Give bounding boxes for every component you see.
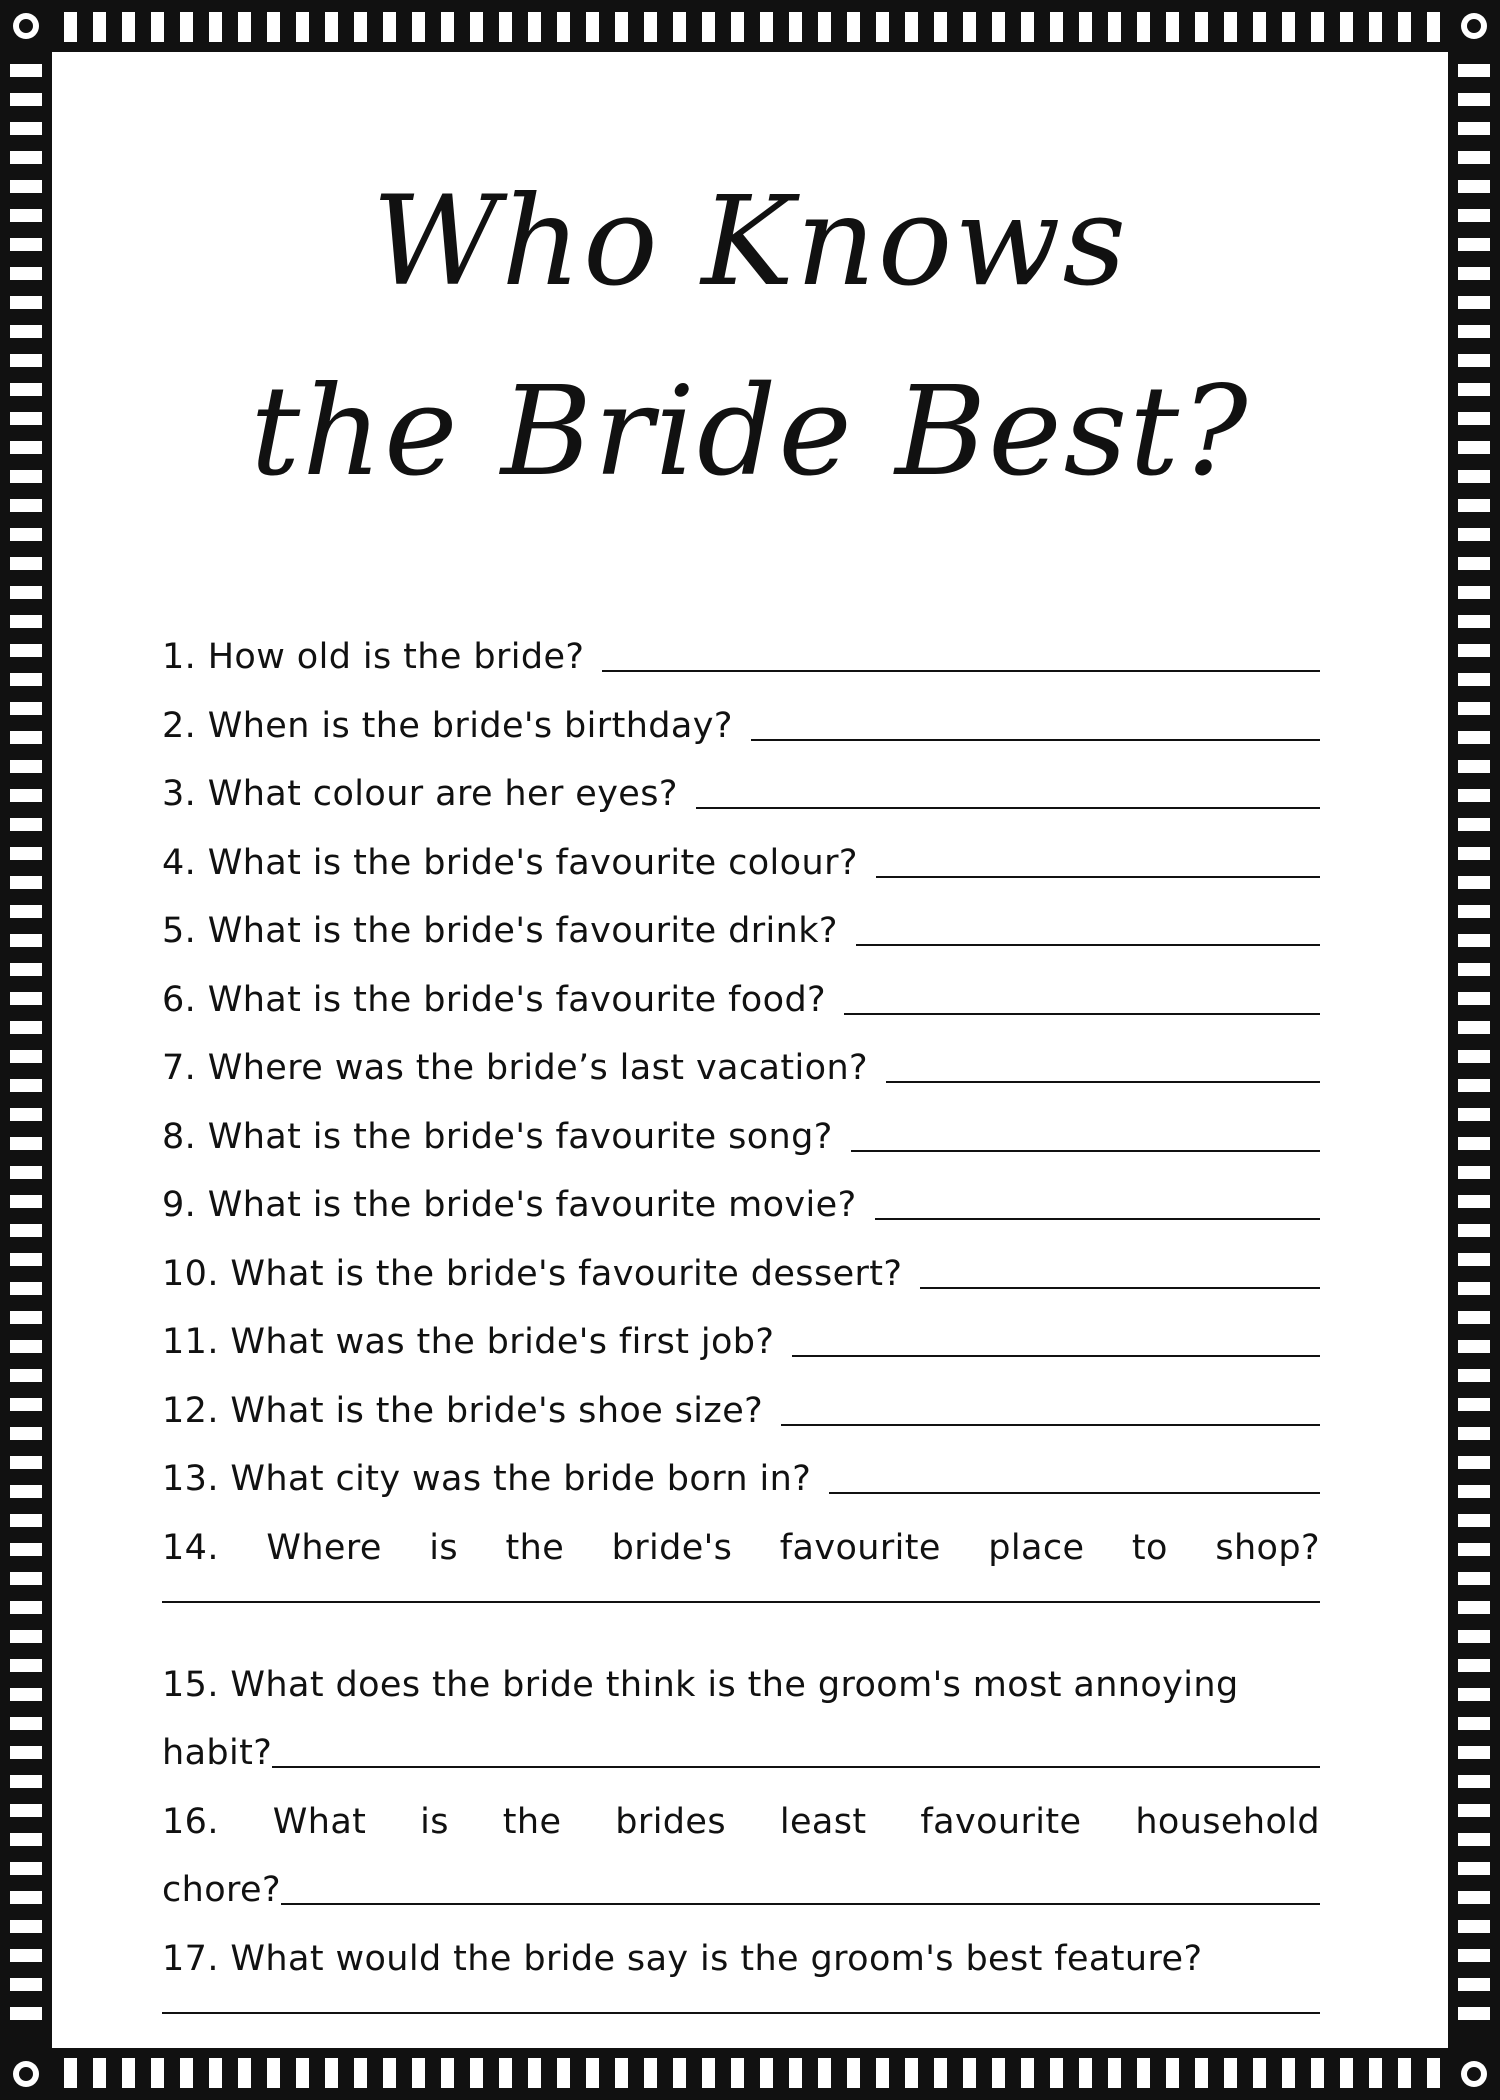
border-stripe <box>1340 2058 1353 2088</box>
border-stripe <box>10 151 42 164</box>
border-stripe <box>1458 64 1490 77</box>
question-7 <box>162 1048 1320 1117</box>
border-stripe <box>180 12 193 42</box>
border-stripe <box>1458 1079 1490 1092</box>
corner-dot-center <box>19 2067 33 2081</box>
border-stripe <box>470 12 483 42</box>
border-stripe <box>1458 1224 1490 1237</box>
question-text-row <box>162 1939 1320 2008</box>
question-word: favourite <box>779 1527 941 1568</box>
border-stripe <box>10 1369 42 1382</box>
border-stripe <box>1458 441 1490 454</box>
question-15 <box>162 1665 1320 1802</box>
border-stripe <box>499 12 512 42</box>
border-stripe <box>412 12 425 42</box>
border-stripe <box>10 1514 42 1527</box>
answer-line[interactable] <box>781 1423 1320 1426</box>
question-word: place <box>988 1527 1085 1568</box>
border-stripe <box>1427 12 1440 42</box>
border-stripe <box>10 64 42 77</box>
border-stripe <box>1458 1659 1490 1672</box>
question-text: 15. What does the bride think is the groom's most annoying <box>162 1664 1239 1705</box>
border-stripe <box>10 499 42 512</box>
border-stripe <box>10 934 42 947</box>
border-stripe <box>1458 760 1490 773</box>
border-stripe <box>10 1949 42 1962</box>
border-stripe <box>10 528 42 541</box>
border-stripe <box>10 1717 42 1730</box>
answer-row <box>162 1870 1320 1939</box>
border-stripe <box>10 1195 42 1208</box>
border-stripe <box>702 12 715 42</box>
border-stripe <box>10 1659 42 1672</box>
border-stripe <box>354 12 367 42</box>
border-stripe <box>1398 12 1411 42</box>
question-6 <box>162 980 1320 1049</box>
border-stripe <box>557 12 570 42</box>
border-stripe <box>10 1978 42 1991</box>
border-stripe <box>1458 557 1490 570</box>
border-stripe <box>64 2058 77 2088</box>
answer-line[interactable] <box>602 669 1320 672</box>
question-10 <box>162 1254 1320 1323</box>
border-stripe <box>789 12 802 42</box>
border-stripe <box>10 267 42 280</box>
border-stripe <box>10 1862 42 1875</box>
border-stripe <box>10 93 42 106</box>
question-word: favourite <box>920 1801 1082 1842</box>
border-stripe <box>10 238 42 251</box>
border-stripe <box>151 12 164 42</box>
border-stripe <box>818 12 831 42</box>
question-text: 6. What is the bride's favourite food? <box>162 979 827 1020</box>
border-stripe <box>10 1572 42 1585</box>
border-stripe <box>1458 1456 1490 1469</box>
border-stripe <box>1458 1601 1490 1614</box>
border-stripe <box>1458 992 1490 1005</box>
question-8 <box>162 1117 1320 1186</box>
border-stripe <box>122 12 135 42</box>
question-word: bride's <box>611 1527 733 1568</box>
question-word: brides <box>615 1801 726 1842</box>
border-stripe <box>10 1340 42 1353</box>
question-13 <box>162 1459 1320 1528</box>
border-stripe <box>10 470 42 483</box>
question-tail: chore? <box>162 1870 281 1910</box>
border-stripe <box>10 383 42 396</box>
border-stripe <box>673 12 686 42</box>
question-word: least <box>779 1801 867 1842</box>
border-stripe <box>1311 12 1324 42</box>
border-stripe <box>10 1253 42 1266</box>
border-stripe <box>1458 412 1490 425</box>
question-word: is <box>420 1801 449 1842</box>
border-stripe <box>1458 702 1490 715</box>
question-11 <box>162 1322 1320 1391</box>
border-stripe <box>1458 1398 1490 1411</box>
border-stripe <box>1458 1021 1490 1034</box>
border-stripe <box>10 1050 42 1063</box>
border-stripe <box>1458 1108 1490 1121</box>
border-stripe <box>10 1021 42 1034</box>
question-text: 10. What is the bride's favourite dessert? <box>162 1253 903 1294</box>
border-stripe <box>10 1137 42 1150</box>
border-stripe <box>93 2058 106 2088</box>
border-stripe <box>1458 267 1490 280</box>
corner-dot-center <box>1467 2067 1481 2081</box>
question-text-row <box>162 1528 1320 1597</box>
question-text: 13. What city was the bride born in? <box>162 1459 812 1499</box>
border-stripe <box>905 12 918 42</box>
border-stripe <box>10 412 42 425</box>
border-stripe <box>1340 12 1353 42</box>
question-9 <box>162 1185 1320 1254</box>
border-stripe <box>1458 905 1490 918</box>
border-stripe <box>1458 499 1490 512</box>
answer-line[interactable] <box>281 1902 1320 1905</box>
border-stripe <box>1195 12 1208 42</box>
border-stripe <box>1458 1572 1490 1585</box>
border-stripe <box>1458 325 1490 338</box>
question-word: the <box>505 1527 565 1568</box>
border-stripe <box>1137 12 1150 42</box>
border-stripe <box>10 122 42 135</box>
question-text: 1. How old is the bride? <box>162 637 585 677</box>
border-stripe <box>934 12 947 42</box>
border-stripe <box>1458 238 1490 251</box>
answer-line[interactable] <box>844 1012 1320 1015</box>
border-stripe <box>10 209 42 222</box>
border-stripe <box>1079 12 1092 42</box>
border-stripe <box>1458 296 1490 309</box>
border-stripe <box>267 12 280 42</box>
question-word: 16. <box>162 1801 219 1842</box>
border-stripe <box>1108 12 1121 42</box>
border-stripe <box>383 12 396 42</box>
border-stripe <box>1458 1630 1490 1643</box>
border-stripe <box>1021 12 1034 42</box>
border-stripe <box>1458 528 1490 541</box>
border-stripe <box>644 12 657 42</box>
border-stripe <box>10 1891 42 1904</box>
answer-line[interactable] <box>272 1765 1320 1768</box>
border-stripe <box>10 702 42 715</box>
border-stripe <box>10 1630 42 1643</box>
border-stripe <box>847 12 860 42</box>
question-word: Where <box>266 1527 382 1568</box>
question-5 <box>162 911 1320 980</box>
border-stripe <box>1050 12 1063 42</box>
question-14 <box>162 1528 1320 1665</box>
border-stripe <box>10 1456 42 1469</box>
border-stripe <box>1458 1514 1490 1527</box>
question-tail: habit? <box>162 1733 273 1773</box>
border-stripe <box>1458 1369 1490 1382</box>
border-stripe <box>1458 731 1490 744</box>
answer-line[interactable] <box>829 1491 1320 1494</box>
border-stripe <box>10 673 42 686</box>
border-stripe <box>1458 1427 1490 1440</box>
answer-line[interactable] <box>751 738 1320 741</box>
border-stripe <box>1458 2007 1490 2020</box>
border-stripe <box>1458 1282 1490 1295</box>
border-stripe <box>1458 586 1490 599</box>
question-text: 8. What is the bride's favourite song? <box>162 1116 833 1157</box>
border-stripe <box>10 1920 42 1933</box>
border-stripe <box>10 1224 42 1237</box>
question-text: 3. What colour are her eyes? <box>162 774 678 814</box>
question-text: 4. What is the bride's favourite colour? <box>162 842 858 883</box>
border-stripe <box>10 760 42 773</box>
border-stripe <box>1458 1543 1490 1556</box>
border-stripe <box>1458 1340 1490 1353</box>
question-text: 12. What is the bride's shoe size? <box>162 1390 764 1431</box>
question-text: 7. Where was the bride’s last vacation? <box>162 1048 869 1088</box>
border-stripe <box>1458 1978 1490 1991</box>
answer-line[interactable] <box>886 1080 1320 1083</box>
border-stripe <box>1458 963 1490 976</box>
border-stripe <box>1369 12 1382 42</box>
border-stripe <box>1458 354 1490 367</box>
question-text: 17. What would the bride say is the groom's best feature? <box>162 1938 1203 1979</box>
border-stripe <box>1458 876 1490 889</box>
border-stripe <box>122 2058 135 2088</box>
border-stripe <box>731 12 744 42</box>
border-stripe <box>1458 1920 1490 1933</box>
border-stripe <box>1458 1862 1490 1875</box>
answer-line[interactable] <box>162 2011 1320 2014</box>
corner-dot-center <box>1467 19 1481 33</box>
border-stripe <box>1282 12 1295 42</box>
border-stripe <box>1458 383 1490 396</box>
question-text-row <box>162 1802 1320 1871</box>
border-stripe <box>1458 209 1490 222</box>
border-stripe <box>1458 673 1490 686</box>
border-stripe <box>296 12 309 42</box>
border-stripe <box>10 992 42 1005</box>
border-stripe <box>1458 93 1490 106</box>
answer-row <box>162 1733 1320 1802</box>
question-17 <box>162 1939 1320 2076</box>
border-stripe <box>209 12 222 42</box>
border-stripe <box>10 963 42 976</box>
border-stripe <box>10 847 42 860</box>
border-stripe <box>64 12 77 42</box>
answer-line[interactable] <box>162 1600 1320 1603</box>
border-stripe <box>10 1688 42 1701</box>
question-word: is <box>429 1527 459 1568</box>
question-word: household <box>1135 1801 1320 1842</box>
question-16 <box>162 1802 1320 1939</box>
game-sheet <box>52 52 1448 2048</box>
border-stripe <box>10 1398 42 1411</box>
border-stripe <box>10 180 42 193</box>
title-line-2: the Bride Best? <box>250 360 1250 504</box>
question-word: to <box>1131 1527 1168 1568</box>
border-stripe <box>1458 847 1490 860</box>
border-stripe <box>0 0 1500 52</box>
border-stripe <box>1369 2058 1382 2088</box>
border-stripe <box>10 789 42 802</box>
border-stripe <box>10 1079 42 1092</box>
answer-row <box>162 2007 1320 2076</box>
question-12 <box>162 1391 1320 1460</box>
border-stripe <box>1458 1775 1490 1788</box>
border-stripe <box>10 615 42 628</box>
border-stripe <box>10 1485 42 1498</box>
border-stripe <box>10 441 42 454</box>
question-word: 14. <box>162 1527 219 1568</box>
border-stripe <box>1427 2058 1440 2088</box>
border-stripe <box>10 1775 42 1788</box>
border-stripe <box>1398 2058 1411 2088</box>
border-stripe <box>10 1282 42 1295</box>
border-stripe <box>1458 180 1490 193</box>
border-stripe <box>1458 1688 1490 1701</box>
border-stripe <box>238 12 251 42</box>
border-stripe <box>1458 1050 1490 1063</box>
border-stripe <box>1458 1746 1490 1759</box>
answer-line[interactable] <box>851 1149 1320 1152</box>
question-list <box>162 637 1320 2076</box>
border-stripe <box>10 1543 42 1556</box>
answer-line[interactable] <box>856 943 1320 946</box>
border-stripe <box>615 12 628 42</box>
border-stripe <box>10 876 42 889</box>
border-stripe <box>1458 1717 1490 1730</box>
border-stripe <box>1458 122 1490 135</box>
border-stripe <box>1458 789 1490 802</box>
border-stripe <box>10 644 42 657</box>
border-stripe <box>10 354 42 367</box>
border-stripe <box>1224 12 1237 42</box>
border-stripe <box>1458 1833 1490 1846</box>
border-stripe <box>10 557 42 570</box>
border-stripe <box>1458 470 1490 483</box>
border-stripe <box>528 12 541 42</box>
title-line-1: Who Knows <box>371 170 1129 314</box>
border-stripe <box>10 1833 42 1846</box>
border-stripe <box>1166 12 1179 42</box>
border-stripe <box>1458 1137 1490 1150</box>
border-stripe <box>1458 1166 1490 1179</box>
border-stripe <box>1458 1311 1490 1324</box>
border-stripe <box>441 12 454 42</box>
border-stripe <box>1458 1949 1490 1962</box>
answer-line[interactable] <box>696 806 1320 809</box>
answer-line[interactable] <box>920 1286 1320 1289</box>
border-stripe <box>992 12 1005 42</box>
border-stripe <box>10 325 42 338</box>
question-text: 11. What was the bride's first job? <box>162 1322 775 1362</box>
border-stripe <box>1458 1804 1490 1817</box>
question-text: 5. What is the bride's favourite drink? <box>162 911 838 951</box>
border-stripe <box>586 12 599 42</box>
answer-line[interactable] <box>876 875 1320 878</box>
border-stripe <box>1458 1195 1490 1208</box>
border-stripe <box>1458 1485 1490 1498</box>
border-stripe <box>10 296 42 309</box>
border-stripe <box>1458 151 1490 164</box>
border-stripe <box>10 586 42 599</box>
border-stripe <box>1458 644 1490 657</box>
border-stripe <box>93 12 106 42</box>
border-stripe <box>10 1746 42 1759</box>
answer-line[interactable] <box>792 1354 1320 1357</box>
border-stripe <box>10 1311 42 1324</box>
question-2 <box>162 706 1320 775</box>
border-stripe <box>325 12 338 42</box>
question-text: 2. When is the bride's birthday? <box>162 705 733 746</box>
question-word: shop? <box>1215 1527 1320 1568</box>
border-stripe <box>10 1804 42 1817</box>
border-stripe <box>1458 818 1490 831</box>
answer-line[interactable] <box>875 1217 1320 1220</box>
border-stripe <box>1458 934 1490 947</box>
border-stripe <box>10 731 42 744</box>
border-stripe <box>760 12 773 42</box>
border-stripe <box>10 1108 42 1121</box>
border-stripe <box>10 1601 42 1614</box>
border-stripe <box>1458 1253 1490 1266</box>
corner-dot-center <box>19 19 33 33</box>
border-stripe <box>10 2007 42 2020</box>
border-stripe <box>10 905 42 918</box>
border-stripe <box>10 818 42 831</box>
border-stripe <box>1458 1891 1490 1904</box>
border-stripe <box>876 12 889 42</box>
border-stripe <box>1253 12 1266 42</box>
question-text: 9. What is the bride's favourite movie? <box>162 1185 857 1225</box>
question-word: What <box>272 1801 367 1842</box>
question-1 <box>162 637 1320 706</box>
answer-row <box>162 1596 1320 1665</box>
border-stripe <box>963 12 976 42</box>
question-3 <box>162 774 1320 843</box>
border-stripe <box>10 1166 42 1179</box>
question-4 <box>162 843 1320 912</box>
border-stripe <box>10 1427 42 1440</box>
question-text-row <box>162 1665 1320 1734</box>
question-word: the <box>502 1801 562 1842</box>
border-stripe <box>1458 615 1490 628</box>
